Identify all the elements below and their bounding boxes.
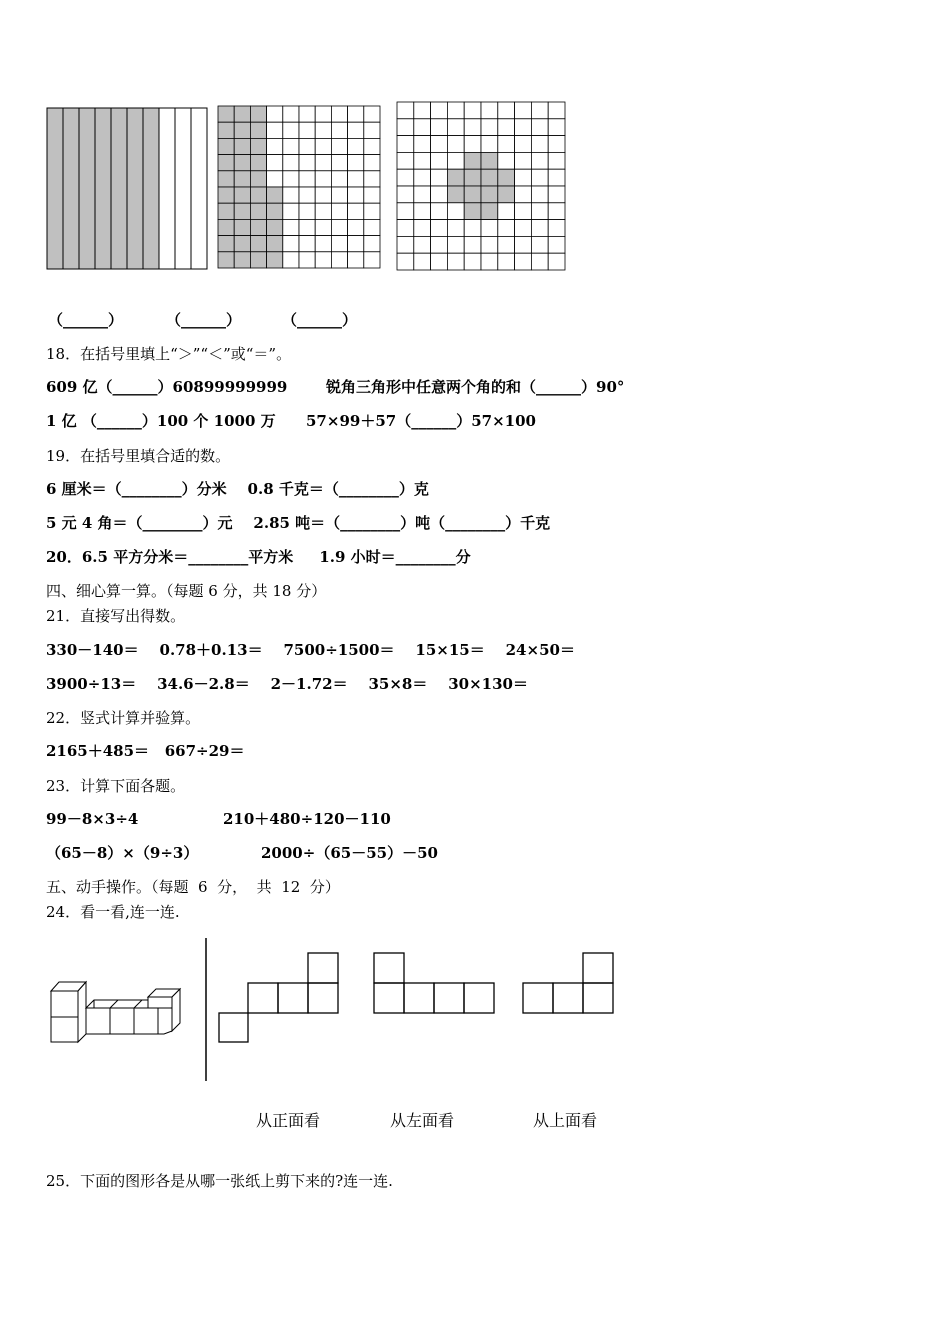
grid-cell — [315, 187, 331, 203]
grid-cell — [234, 252, 250, 268]
grid-cell — [218, 122, 234, 138]
q23-row1-right: 210＋480÷120－110 — [223, 810, 391, 828]
grid-cell — [364, 106, 380, 122]
grid-cell — [397, 220, 414, 237]
grid-cell — [464, 119, 481, 136]
q20-text: 20．6.5 平方分米＝________平方米 1.9 小时＝________分 — [46, 548, 471, 566]
grid-cell — [464, 203, 481, 220]
grid-cell — [397, 152, 414, 169]
grid-cell — [283, 219, 299, 235]
cube-last-front — [158, 1008, 172, 1034]
grid-cell — [364, 236, 380, 252]
cube-rear-side — [172, 989, 180, 1031]
grid-cell — [218, 236, 234, 252]
grid-cell — [299, 203, 315, 219]
grid-cell — [218, 252, 234, 268]
grid-cell — [315, 236, 331, 252]
grid-cell — [299, 252, 315, 268]
grid-cell — [331, 252, 347, 268]
grid-cell — [283, 122, 299, 138]
grid-cell — [498, 102, 515, 119]
grid-cell — [250, 155, 266, 171]
grid-cell — [515, 236, 532, 253]
grid-cell — [218, 219, 234, 235]
grid-cell — [498, 220, 515, 237]
grid-cell — [218, 203, 234, 219]
grid-cell — [464, 102, 481, 119]
grid-cell — [218, 187, 234, 203]
q18-title: 18．在括号里填上“＞”“＜”或“＝”。 — [46, 345, 292, 363]
grid-cell — [414, 236, 431, 253]
grid-cell — [431, 169, 448, 186]
grid-cell — [414, 102, 431, 119]
grid-cell — [364, 187, 380, 203]
grid-cell — [464, 169, 481, 186]
grid-cell — [481, 169, 498, 186]
grid-cell — [481, 220, 498, 237]
grid-cell — [531, 253, 548, 270]
cube-front-upper — [51, 991, 78, 1017]
grid-cell — [283, 236, 299, 252]
grid-cell — [464, 236, 481, 253]
grid-cell — [397, 253, 414, 270]
q24-title: 24．看一看,连一连. — [46, 903, 180, 921]
q17-blank-1: （______） — [48, 311, 124, 329]
grid-cell — [250, 219, 266, 235]
grid-cell — [299, 122, 315, 138]
grid-cell — [531, 169, 548, 186]
strip-cell — [159, 108, 175, 269]
grid-cell — [447, 236, 464, 253]
q19-row2: 5 元 4 角＝（________）元 2.85 吨＝（________）吨（________）千克 — [46, 514, 551, 532]
grid-cell — [250, 171, 266, 187]
grid-cell — [414, 169, 431, 186]
q21-row2: 3900÷13＝ 34.6－2.8＝ 2－1.72＝ 35×8＝ 30×130＝ — [46, 675, 528, 693]
grid-cell — [431, 220, 448, 237]
grid-cell — [299, 187, 315, 203]
grid-cell — [498, 152, 515, 169]
grid-cell — [299, 106, 315, 122]
grid-cell — [299, 236, 315, 252]
q18-row1-right: 锐角三角形中任意两个角的和（______）90° — [326, 378, 625, 396]
grid-cell — [481, 119, 498, 136]
cube-side-face — [78, 982, 86, 1042]
strip-cell — [47, 108, 63, 269]
grid-cell — [283, 155, 299, 171]
grid-cell — [331, 106, 347, 122]
grid-cell — [364, 219, 380, 235]
grid-cell — [315, 106, 331, 122]
grid-cell — [331, 219, 347, 235]
grid-cell — [315, 171, 331, 187]
grid-cell — [267, 203, 283, 219]
grid-cell — [364, 138, 380, 154]
grid-figure-3 — [396, 101, 567, 271]
grid-cell — [364, 203, 380, 219]
grid-cell — [315, 203, 331, 219]
grid-cell — [315, 252, 331, 268]
grid-cell — [481, 102, 498, 119]
grid-cell — [515, 186, 532, 203]
grid-cell — [447, 169, 464, 186]
grid-cell — [331, 122, 347, 138]
grid-cell — [531, 119, 548, 136]
grid-cell — [267, 122, 283, 138]
section4-title: 四、细心算一算。（每题 6 分，共 18 分） — [46, 582, 327, 600]
grid-cell — [431, 186, 448, 203]
grid-cell — [464, 220, 481, 237]
view-label-left: 从左面看 — [390, 1111, 455, 1130]
grid-cell — [548, 203, 565, 220]
grid-cell — [348, 203, 364, 219]
grid-cell — [283, 138, 299, 154]
grid-cell — [234, 219, 250, 235]
grid-cell — [331, 236, 347, 252]
cube-solid-figure — [48, 978, 184, 1044]
grid-cell — [531, 186, 548, 203]
grid-cell — [267, 155, 283, 171]
q25-title: 25．下面的图形各是从哪一张纸上剪下来的?连一连. — [46, 1172, 393, 1190]
view-option-2 — [373, 952, 496, 1014]
cube-rear-front — [148, 997, 172, 1008]
q22-title: 22．竖式计算并验算。 — [46, 709, 201, 727]
grid-cell — [414, 152, 431, 169]
grid-cell — [234, 236, 250, 252]
grid-cell — [531, 136, 548, 153]
grid-cell — [515, 169, 532, 186]
grid-cell — [431, 203, 448, 220]
grid-cell — [283, 203, 299, 219]
grid-cell — [548, 152, 565, 169]
grid-cell — [283, 171, 299, 187]
grid-cell — [531, 203, 548, 220]
q18-row2-left: 1 亿 （______）100 个 1000 万 — [46, 412, 276, 430]
grid-cell — [267, 252, 283, 268]
grid-cell — [348, 122, 364, 138]
strip-cell — [63, 108, 79, 269]
grid-cell — [515, 203, 532, 220]
grid-cell — [531, 220, 548, 237]
q22-row1: 2165＋485＝ 667÷29＝ — [46, 742, 245, 760]
grid-cell — [447, 102, 464, 119]
grid-cell — [464, 152, 481, 169]
grid-cell — [250, 252, 266, 268]
view-option-3 — [522, 952, 614, 1014]
grid-cell — [431, 152, 448, 169]
grid-cell — [548, 119, 565, 136]
grid-cell — [348, 106, 364, 122]
grid-cell — [531, 152, 548, 169]
grid-cell — [464, 253, 481, 270]
grid-cell — [548, 186, 565, 203]
grid-cell — [498, 186, 515, 203]
grid-cell — [299, 138, 315, 154]
grid-cell — [315, 155, 331, 171]
grid-cell — [250, 138, 266, 154]
grid-cell — [447, 136, 464, 153]
grid-cell — [397, 203, 414, 220]
strip-cell — [111, 108, 127, 269]
grid-cell — [431, 136, 448, 153]
grid-cell — [267, 236, 283, 252]
grid-cell — [498, 203, 515, 220]
grid-cell — [331, 155, 347, 171]
grid-cell — [414, 220, 431, 237]
grid-cell — [481, 136, 498, 153]
grid-cell — [515, 102, 532, 119]
grid-cell — [218, 171, 234, 187]
q21-title: 21．直接写出得数。 — [46, 607, 186, 625]
grid-cell — [548, 220, 565, 237]
grid-cell — [218, 106, 234, 122]
grid-cell — [250, 122, 266, 138]
grid-cell — [331, 187, 347, 203]
grid-cell — [397, 136, 414, 153]
grid-cell — [234, 155, 250, 171]
grid-cell — [397, 102, 414, 119]
grid-cell — [283, 252, 299, 268]
grid-cell — [548, 236, 565, 253]
strip-cell — [175, 108, 191, 269]
grid-cell — [447, 220, 464, 237]
grid-cell — [414, 136, 431, 153]
q17-blank-2: （______） — [166, 311, 242, 329]
grid-cell — [515, 136, 532, 153]
grid-cell — [234, 187, 250, 203]
grid-cell — [299, 155, 315, 171]
grid-cell — [431, 253, 448, 270]
grid-cell — [218, 138, 234, 154]
grid-cell — [348, 171, 364, 187]
view-label-top: 从上面看 — [533, 1111, 598, 1130]
grid-cell — [464, 186, 481, 203]
grid-cell — [481, 186, 498, 203]
grid-cell — [531, 102, 548, 119]
grid-cell — [267, 171, 283, 187]
grid-cell — [498, 169, 515, 186]
grid-cell — [431, 236, 448, 253]
grid-cell — [498, 119, 515, 136]
grid-cell — [447, 253, 464, 270]
grid-cell — [250, 187, 266, 203]
cube-row-2 — [110, 1008, 134, 1034]
q21-row1: 330－140＝ 0.78＋0.13＝ 7500÷1500＝ 15×15＝ 24×50＝ — [46, 641, 575, 659]
grid-cell — [331, 203, 347, 219]
grid-cell — [299, 219, 315, 235]
grid-cell — [234, 203, 250, 219]
grid-cell — [234, 122, 250, 138]
q19-title: 19．在括号里填合适的数。 — [46, 447, 231, 465]
grid-cell — [498, 236, 515, 253]
strip-cell — [143, 108, 159, 269]
q18-row2-right: 57×99＋57（______）57×100 — [306, 412, 536, 430]
grid-cell — [447, 203, 464, 220]
grid-cell — [331, 138, 347, 154]
grid-cell — [218, 155, 234, 171]
grid-cell — [464, 136, 481, 153]
strip-cell — [79, 108, 95, 269]
grid-cell — [234, 106, 250, 122]
cube-row-top — [86, 1000, 156, 1008]
q18-row1-left: 609 亿（______）60899999999 — [46, 378, 288, 396]
grid-cell — [315, 122, 331, 138]
grid-cell — [481, 253, 498, 270]
grid-cell — [548, 253, 565, 270]
grid-cell — [447, 119, 464, 136]
cube-row-1 — [86, 1008, 110, 1034]
strip-cell — [95, 108, 111, 269]
view-option-1 — [218, 952, 340, 1044]
grid-cell — [414, 253, 431, 270]
q23-row2-left: （65－8）×（9÷3） — [46, 844, 199, 862]
grid-cell — [481, 152, 498, 169]
grid-cell — [315, 219, 331, 235]
grid-cell — [267, 187, 283, 203]
grid-cell — [548, 102, 565, 119]
grid-cell — [397, 119, 414, 136]
cube-front-lower — [51, 1017, 78, 1042]
grid-cell — [447, 186, 464, 203]
strip-cell — [127, 108, 143, 269]
grid-cell — [283, 187, 299, 203]
grid-cell — [283, 106, 299, 122]
grid-cell — [348, 252, 364, 268]
grid-cell — [515, 152, 532, 169]
grid-cell — [515, 220, 532, 237]
grid-cell — [431, 102, 448, 119]
grid-cell — [414, 203, 431, 220]
grid-cell — [267, 106, 283, 122]
q23-title: 23．计算下面各题。 — [46, 777, 186, 795]
grid-cell — [234, 171, 250, 187]
grid-cell — [515, 253, 532, 270]
grid-cell — [531, 236, 548, 253]
q17-blank-3: （______） — [282, 311, 358, 329]
grid-cell — [481, 236, 498, 253]
grid-cell — [548, 136, 565, 153]
grid-cell — [348, 155, 364, 171]
grid-cell — [267, 219, 283, 235]
fraction-figure-1 — [46, 107, 208, 270]
grid-cell — [364, 252, 380, 268]
grid-cell — [364, 122, 380, 138]
grid-cell — [331, 171, 347, 187]
grid-cell — [397, 169, 414, 186]
section5-title: 五、动手操作。（每题 6 分， 共 12 分） — [46, 878, 340, 896]
grid-cell — [267, 138, 283, 154]
grid-cell — [431, 119, 448, 136]
grid-cell — [498, 136, 515, 153]
grid-cell — [548, 169, 565, 186]
grid-cell — [364, 171, 380, 187]
grid-cell — [498, 253, 515, 270]
grid-cell — [250, 203, 266, 219]
grid-cell — [250, 106, 266, 122]
grid-cell — [348, 138, 364, 154]
grid-cell — [481, 203, 498, 220]
grid-cell — [250, 236, 266, 252]
grid-cell — [348, 187, 364, 203]
grid-cell — [515, 119, 532, 136]
grid-cell — [348, 219, 364, 235]
grid-cell — [348, 236, 364, 252]
grid-cell — [414, 119, 431, 136]
grid-cell — [364, 155, 380, 171]
grid-cell — [414, 186, 431, 203]
grid-cell — [299, 171, 315, 187]
grid-figure-2 — [217, 105, 381, 270]
cube-row-3 — [134, 1008, 158, 1034]
grid-cell — [397, 236, 414, 253]
grid-cell — [447, 152, 464, 169]
view-label-front: 从正面看 — [256, 1111, 321, 1130]
vertical-divider — [204, 938, 208, 1082]
grid-cell — [234, 138, 250, 154]
q23-row2-right: 2000÷（65－55）－50 — [261, 844, 438, 862]
q19-row1: 6 厘米＝（________）分米 0.8 千克＝（________）克 — [46, 480, 429, 498]
grid-cell — [397, 186, 414, 203]
strip-cell — [191, 108, 207, 269]
grid-cell — [315, 138, 331, 154]
q23-row1-left: 99－8×3÷4 — [46, 810, 139, 828]
